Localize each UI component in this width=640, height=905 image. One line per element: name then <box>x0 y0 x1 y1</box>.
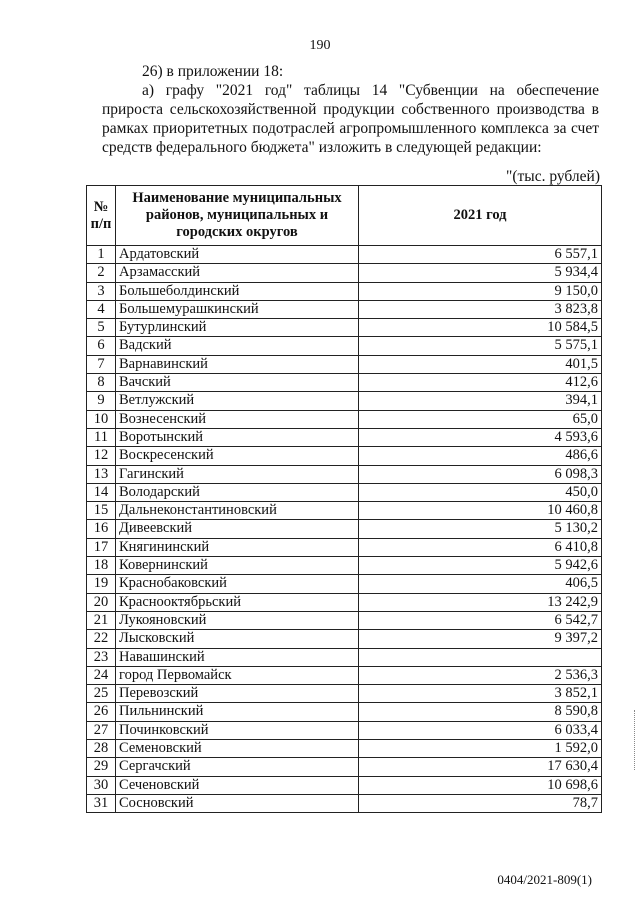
document-code: 0404/2021-809(1) <box>497 872 592 887</box>
row-name: Арзамасский <box>116 264 359 282</box>
row-value: 5 130,2 <box>359 520 602 538</box>
row-name: Лысковский <box>116 630 359 648</box>
row-number: 22 <box>87 630 116 648</box>
table-row <box>87 355 602 373</box>
scan-margin-mark <box>634 710 638 770</box>
header-num-label: № п/п <box>90 198 112 232</box>
table-row <box>87 721 602 739</box>
table-row <box>87 300 602 318</box>
row-value: 17 630,4 <box>359 758 602 776</box>
row-value: 4 593,6 <box>359 428 602 446</box>
table-row <box>87 685 602 703</box>
row-number: 4 <box>87 300 116 318</box>
row-number: 28 <box>87 740 116 758</box>
row-number: 21 <box>87 611 116 629</box>
row-value: 412,6 <box>359 374 602 392</box>
row-name: Большемурашкинский <box>116 300 359 318</box>
row-value: 9 150,0 <box>359 282 602 300</box>
row-name: Гагинский <box>116 465 359 483</box>
row-number: 10 <box>87 410 116 428</box>
row-name: Навашинский <box>116 648 359 666</box>
table-row <box>87 776 602 794</box>
row-value: 6 542,7 <box>359 611 602 629</box>
row-value: 5 934,4 <box>359 264 602 282</box>
row-name: Бутурлинский <box>116 319 359 337</box>
row-name: Варнавинский <box>116 355 359 373</box>
row-number: 8 <box>87 374 116 392</box>
row-name: Краснооктябрьский <box>116 593 359 611</box>
row-number: 5 <box>87 319 116 337</box>
table-row <box>87 520 602 538</box>
row-value: 6 410,8 <box>359 538 602 556</box>
units-label: "(тыс. рублей) <box>506 168 600 185</box>
header-num <box>87 186 116 246</box>
row-number: 29 <box>87 758 116 776</box>
row-value: 486,6 <box>359 447 602 465</box>
table-row <box>87 538 602 556</box>
table-row <box>87 392 602 410</box>
table-row <box>87 374 602 392</box>
table-row <box>87 593 602 611</box>
row-number: 6 <box>87 337 116 355</box>
row-name: Княгининский <box>116 538 359 556</box>
header-year-label: 2021 год <box>453 207 507 223</box>
row-value <box>359 648 602 666</box>
table-row <box>87 319 602 337</box>
row-value: 10 698,6 <box>359 776 602 794</box>
row-value: 2 536,3 <box>359 666 602 684</box>
table-row <box>87 575 602 593</box>
row-number: 20 <box>87 593 116 611</box>
row-name: Воротынский <box>116 428 359 446</box>
row-number: 31 <box>87 794 116 812</box>
table-body <box>87 246 602 813</box>
row-name: Володарский <box>116 483 359 501</box>
header-name-label: Наименование муниципальных районов, муниципальных и городских округов <box>132 190 342 240</box>
row-value: 65,0 <box>359 410 602 428</box>
row-name: Семеновский <box>116 740 359 758</box>
row-value: 78,7 <box>359 794 602 812</box>
row-name: Ковернинский <box>116 557 359 575</box>
row-value: 394,1 <box>359 392 602 410</box>
row-value: 401,5 <box>359 355 602 373</box>
row-number: 13 <box>87 465 116 483</box>
table-row <box>87 666 602 684</box>
row-value: 3 823,8 <box>359 300 602 318</box>
row-number: 18 <box>87 557 116 575</box>
table-row <box>87 483 602 501</box>
table-row <box>87 282 602 300</box>
table-row <box>87 611 602 629</box>
page-number: 190 <box>309 38 331 53</box>
row-name: Ардатовский <box>116 246 359 264</box>
table-row <box>87 794 602 812</box>
table-row <box>87 410 602 428</box>
row-number: 14 <box>87 483 116 501</box>
table-row <box>87 337 602 355</box>
row-name: Сеченовский <box>116 776 359 794</box>
row-value: 406,5 <box>359 575 602 593</box>
table-header-row <box>87 186 602 246</box>
row-number: 2 <box>87 264 116 282</box>
row-name: Дальнеконстантиновский <box>116 502 359 520</box>
row-value: 6 098,3 <box>359 465 602 483</box>
intro-text <box>102 62 599 157</box>
table-row <box>87 740 602 758</box>
row-number: 25 <box>87 685 116 703</box>
subitem-paragraph: а) графу "2021 год" таблицы 14 "Субвенции на обеспечение прироста сельскохозяйственной продукции собственного производства в рамках приоритетных подотраслей агропромышленного комплекса за счет средств федерального бюджета" изложить в следующей редакции: <box>102 82 599 156</box>
table-row <box>87 447 602 465</box>
row-number: 12 <box>87 447 116 465</box>
row-value: 450,0 <box>359 483 602 501</box>
table-row <box>87 758 602 776</box>
row-value: 6 557,1 <box>359 246 602 264</box>
table-row <box>87 703 602 721</box>
table-row <box>87 502 602 520</box>
row-value: 9 397,2 <box>359 630 602 648</box>
table-row <box>87 557 602 575</box>
table-row <box>87 648 602 666</box>
row-name: Лукояновский <box>116 611 359 629</box>
row-number: 27 <box>87 721 116 739</box>
row-number: 1 <box>87 246 116 264</box>
row-number: 17 <box>87 538 116 556</box>
table-row <box>87 630 602 648</box>
table-row <box>87 264 602 282</box>
row-number: 24 <box>87 666 116 684</box>
row-name: Вознесенский <box>116 410 359 428</box>
row-number: 19 <box>87 575 116 593</box>
row-name: Сергачский <box>116 758 359 776</box>
row-name: Вачский <box>116 374 359 392</box>
row-value: 1 592,0 <box>359 740 602 758</box>
row-value: 8 590,8 <box>359 703 602 721</box>
row-name: Ветлужский <box>116 392 359 410</box>
row-value: 5 942,6 <box>359 557 602 575</box>
row-name: город Первомайск <box>116 666 359 684</box>
row-number: 11 <box>87 428 116 446</box>
row-name: Пильнинский <box>116 703 359 721</box>
row-value: 10 584,5 <box>359 319 602 337</box>
subsidy-table <box>86 185 602 813</box>
row-value: 5 575,1 <box>359 337 602 355</box>
table-row <box>87 428 602 446</box>
row-name: Большеболдинский <box>116 282 359 300</box>
row-name: Сосновский <box>116 794 359 812</box>
row-name: Воскресенский <box>116 447 359 465</box>
header-year <box>359 186 602 246</box>
header-name <box>116 186 359 246</box>
row-value: 3 852,1 <box>359 685 602 703</box>
row-number: 16 <box>87 520 116 538</box>
row-number: 7 <box>87 355 116 373</box>
row-name: Починковский <box>116 721 359 739</box>
row-name: Дивеевский <box>116 520 359 538</box>
row-number: 30 <box>87 776 116 794</box>
row-value: 10 460,8 <box>359 502 602 520</box>
item-heading: 26) в приложении 18: <box>142 63 284 80</box>
row-number: 26 <box>87 703 116 721</box>
table-row <box>87 465 602 483</box>
row-value: 6 033,4 <box>359 721 602 739</box>
row-number: 23 <box>87 648 116 666</box>
row-number: 3 <box>87 282 116 300</box>
row-value: 13 242,9 <box>359 593 602 611</box>
table-row <box>87 246 602 264</box>
row-name: Краснобаковский <box>116 575 359 593</box>
row-number: 9 <box>87 392 116 410</box>
row-number: 15 <box>87 502 116 520</box>
row-name: Вадский <box>116 337 359 355</box>
row-name: Перевозский <box>116 685 359 703</box>
